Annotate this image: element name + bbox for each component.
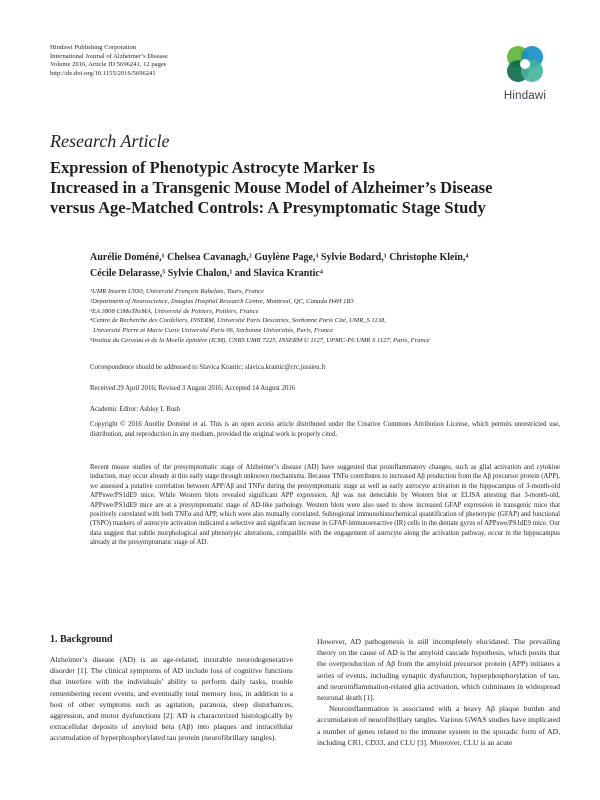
title-line: versus Age-Matched Controls: A Presymptomatic Stage Study bbox=[50, 198, 486, 217]
affiliation: Université Pierre et Marie Curie Université Paris 06, Sorbonne Universités, Paris, France bbox=[93, 327, 334, 335]
academic-editor: Academic Editor: Ashley I. Bush bbox=[90, 406, 181, 413]
volume-info: Volume 2016, Article ID 5696241, 12 pages bbox=[50, 61, 167, 69]
affiliation: ⁴Centre de Recherche des Cordeliers, INSERM, Université Paris Descartes, Sorbonne Paris Cité, UMR_S 1138, bbox=[90, 317, 386, 325]
affiliation: ²Department of Neuroscience, Douglas Hospital Research Centre, Montreal, QC, Canada H4H 1R3 bbox=[90, 297, 354, 305]
body-column-left bbox=[50, 654, 293, 744]
affiliations bbox=[90, 287, 560, 346]
affiliation: ³EA 3808 CiMoTheMA, Université de Poitiers, Poitiers, France bbox=[90, 307, 259, 315]
affiliation: ⁵Institut du Cerveau et de la Moelle épinière (ICM), CNRS UMR 7225, INSERM U 1127, UPMC-P6 UMR S 1127, Paris, France bbox=[90, 336, 430, 344]
author-line: Aurélie Doméné,¹ Chelsea Cavanagh,² Guylène Page,³ Sylvie Bodard,¹ Christophe Klein,⁴ bbox=[90, 252, 469, 263]
journal-metadata bbox=[50, 44, 168, 78]
body-paragraph: Alzheimer’s disease (AD) is an age-related, incurable neurodegenerative disorder [1]. The clinical symptoms of AD include loss of cognitive functions that interfere with the individuals’ ability to perform daily tasks, trouble remembering recent events, and eventually total memory loss, in addition to a host of other symptoms such as agitation, paranoia, sleep disturbances, aggression, and motor dysfunctions [2]. AD is characterized histologically by extracellular deposits of amyloid beta (Aβ) into plaques and intracellular accumulation of hyperphosphorylated tau protein (neurofibrillary tangles). bbox=[50, 655, 293, 743]
received-dates: Received 29 April 2016; Revised 3 August 2016; Accepted 14 August 2016 bbox=[90, 385, 296, 392]
body-paragraph: However, AD pathogenesis is still incompletely elucidated. The prevailing theory on the cause of AD is the amyloid cascade hypothesis, which posits that the overproduction of Aβ from the amyloid precursor protein (APP) initiates a series of events, including synaptic dysfunction, hyperphosphorylation of tau, and neuroinflammation-related glia activation, which culminates in widespread neuronal death [1]. bbox=[317, 637, 560, 703]
title-line: Expression of Phenotypic Astrocyte Marker Is bbox=[50, 158, 375, 177]
author-list bbox=[90, 250, 560, 282]
doi-link[interactable]: http://dx.doi.org/10.1155/2016/5696241 bbox=[50, 69, 156, 77]
logo-wordmark: Hindawi bbox=[503, 90, 547, 102]
correspondence: Correspondence should be addressed to Slavica Krantic; slavica.krantic@crc.jussieu.fr bbox=[90, 364, 326, 371]
title-line: Increased in a Transgenic Mouse Model of Alzheimer’s Disease bbox=[50, 178, 493, 197]
copyright-notice: Copyright © 2016 Aurélie Doméné et al. This is an open access article distributed under the Creative Commons Attribution License, which permits unrestricted use, distribution, and reproduction in any medium, provided the original work is properly cited. bbox=[90, 421, 560, 438]
section-heading: 1. Background bbox=[50, 634, 113, 645]
hindawi-logo bbox=[496, 42, 554, 108]
journal-name: International Journal of Alzheimer’s Disease bbox=[50, 52, 168, 60]
body-paragraph: Neuroinflammation is associated with a heavy Aβ plaque burden and accumulation of neurofibrillary tangles. Various GWAS studies have implicated a number of genes related to the immune system in the sporadic form of AD, including CR1, CD33, and CLU [3]. Moreover, CLU is an acute bbox=[317, 704, 560, 747]
publisher-line: Hindawi Publishing Corporation bbox=[50, 44, 137, 51]
abstract: Recent mouse studies of the presymptomatic stage of Alzheimer’s disease (AD) have suggested that proinflammatory changes, such as glial activation and cytokine induction, may occur already at this early stage through unknown mechanisms. Because TNFα contributes to increased Aβ production from the Aβ precursor protein (APP), we assessed a putative correlation between APP/Aβ and TNFα during the presymptomatic stage as well as early astrocyte activation in the hippocampus of 3-month-old APPswe/PS1dE9 mice. While Western blots revealed significant APP expression, Aβ was not detectable by Western blot or ELISA attesting that 3-month-old, APPswe/PS1dE9 mice are at a presymptomatic stage of AD-like pathology. Western blots were also used to show increased GFAP expression in transgenic mice that positively correlated with both TNFα and APP, which were also mutually correlated. Subregional immunohistochemical quantification of phenotypic (GFAP) and functional (TSPO) markers of astrocyte activation indicated a selective and significant increase in GFAP-immunoreactive (IR) cells in the dentate gyrus of APPswe/PS1dE9 mice. Our data suggest that subtle morphological and phenotypic alterations, compatible with the engagement of astrocyte along the activation pathway, occur in the hippocampus already at the presymptomatic stage of AD. bbox=[90, 464, 560, 547]
hindawi-logo-icon bbox=[496, 42, 554, 88]
article-title bbox=[50, 158, 560, 218]
body-column-right bbox=[317, 636, 560, 748]
article-type: Research Article bbox=[50, 131, 170, 151]
affiliation: ¹UMR Inserm U930, Université François Rabelais, Tours, France bbox=[90, 288, 264, 295]
author-line: Cécile Delarasse,⁵ Sylvie Chalon,¹ and Slavica Krantic⁴ bbox=[90, 268, 323, 279]
